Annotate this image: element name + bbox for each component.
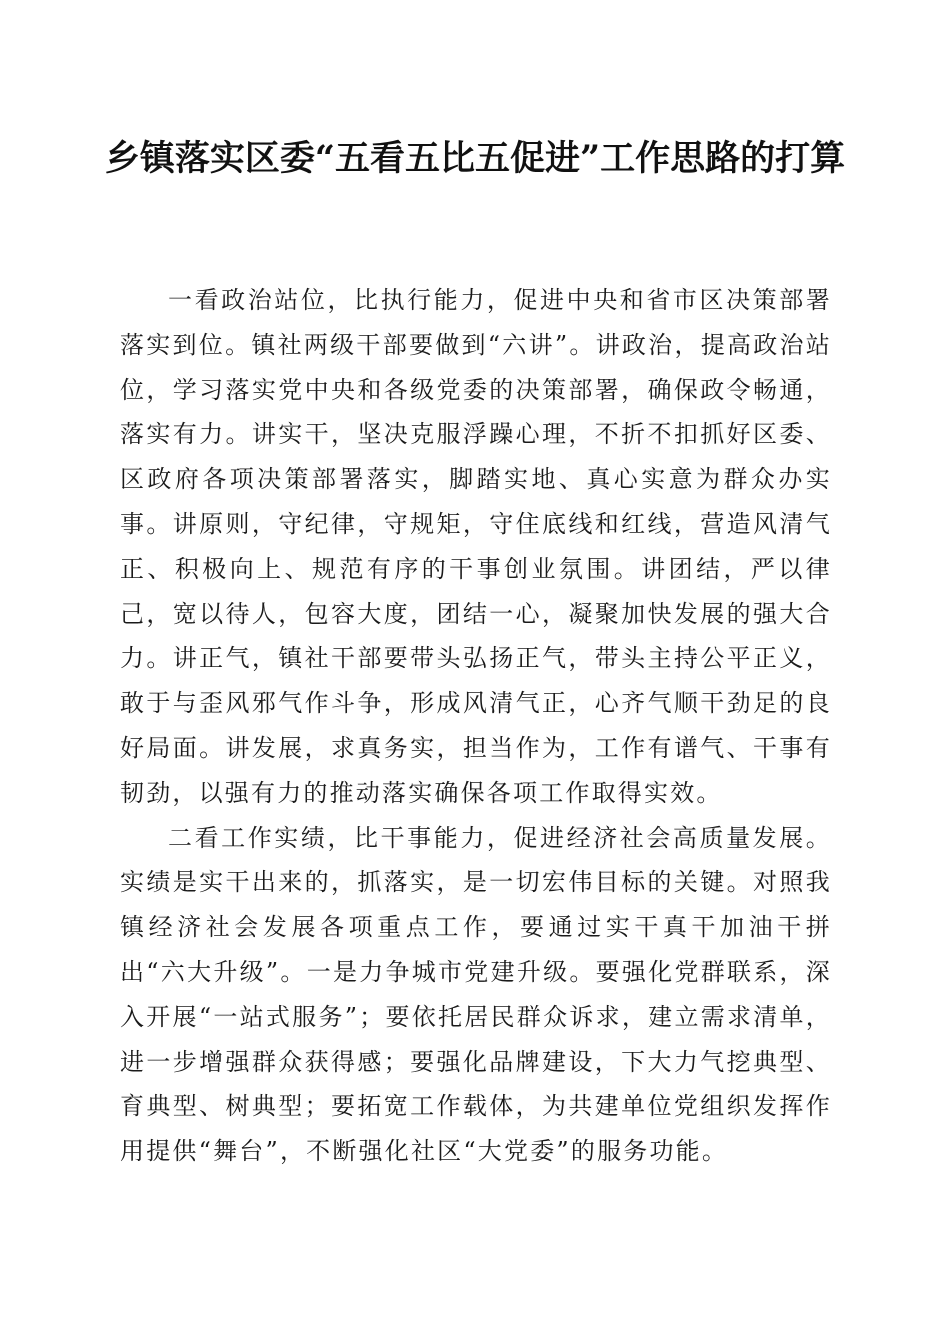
document-title: 乡镇落实区委“五看五比五促进”工作思路的打算 (104, 138, 846, 179)
paragraph-one: 一看政治站位，比执行能力，促进中央和省市区决策部署落实到位。镇社两级干部要做到“六讲”。讲政治，提高政治站位，学习落实党中央和各级党委的决策部署，确保政令畅通，落实有力。讲实干，坚决克服浮躁心理，不折不扣抓好区委、区政府各项决策部署落实，脚踏实地、真心实意为群众办实事。讲原则，守纪律，守规矩，守住底线和红线，营造风清气正、积极向上、规范有序的干事创业氛围。讲团结，严以律己，宽以待人，包容大度，团结一心，凝聚加快发展的强大合力。讲正气，镇社干部要带头弘扬正气，带头主持公平正义，敢于与歪风邪气作斗争，形成风清气正，心齐气顺干劲足的良好局面。讲发展，求真务实，担当作为，工作有谱气、干事有韧劲，以强有力的推动落实确保各项工作取得实效。 (120, 286, 832, 807)
paragraph-two: 二看工作实绩，比干事能力，促进经济社会高质量发展。实绩是实干出来的，抓落实，是一切宏伟目标的关键。对照我镇经济社会发展各项重点工作，要通过实干真干加油干拼出“六大升级”。一是力争城市党建升级。要强化党群联系，深入开展“一站式服务”；要依托居民群众诉求，建立需求清单，进一步增强群众获得感；要强化品牌建设，下大力气挖典型、育典型、树典型；要拓宽工作载体，为共建单位党组织发挥作用提供“舞台”，不断强化社区“大党委”的服务功能。 (120, 823, 832, 1166)
document-body (120, 278, 832, 1174)
